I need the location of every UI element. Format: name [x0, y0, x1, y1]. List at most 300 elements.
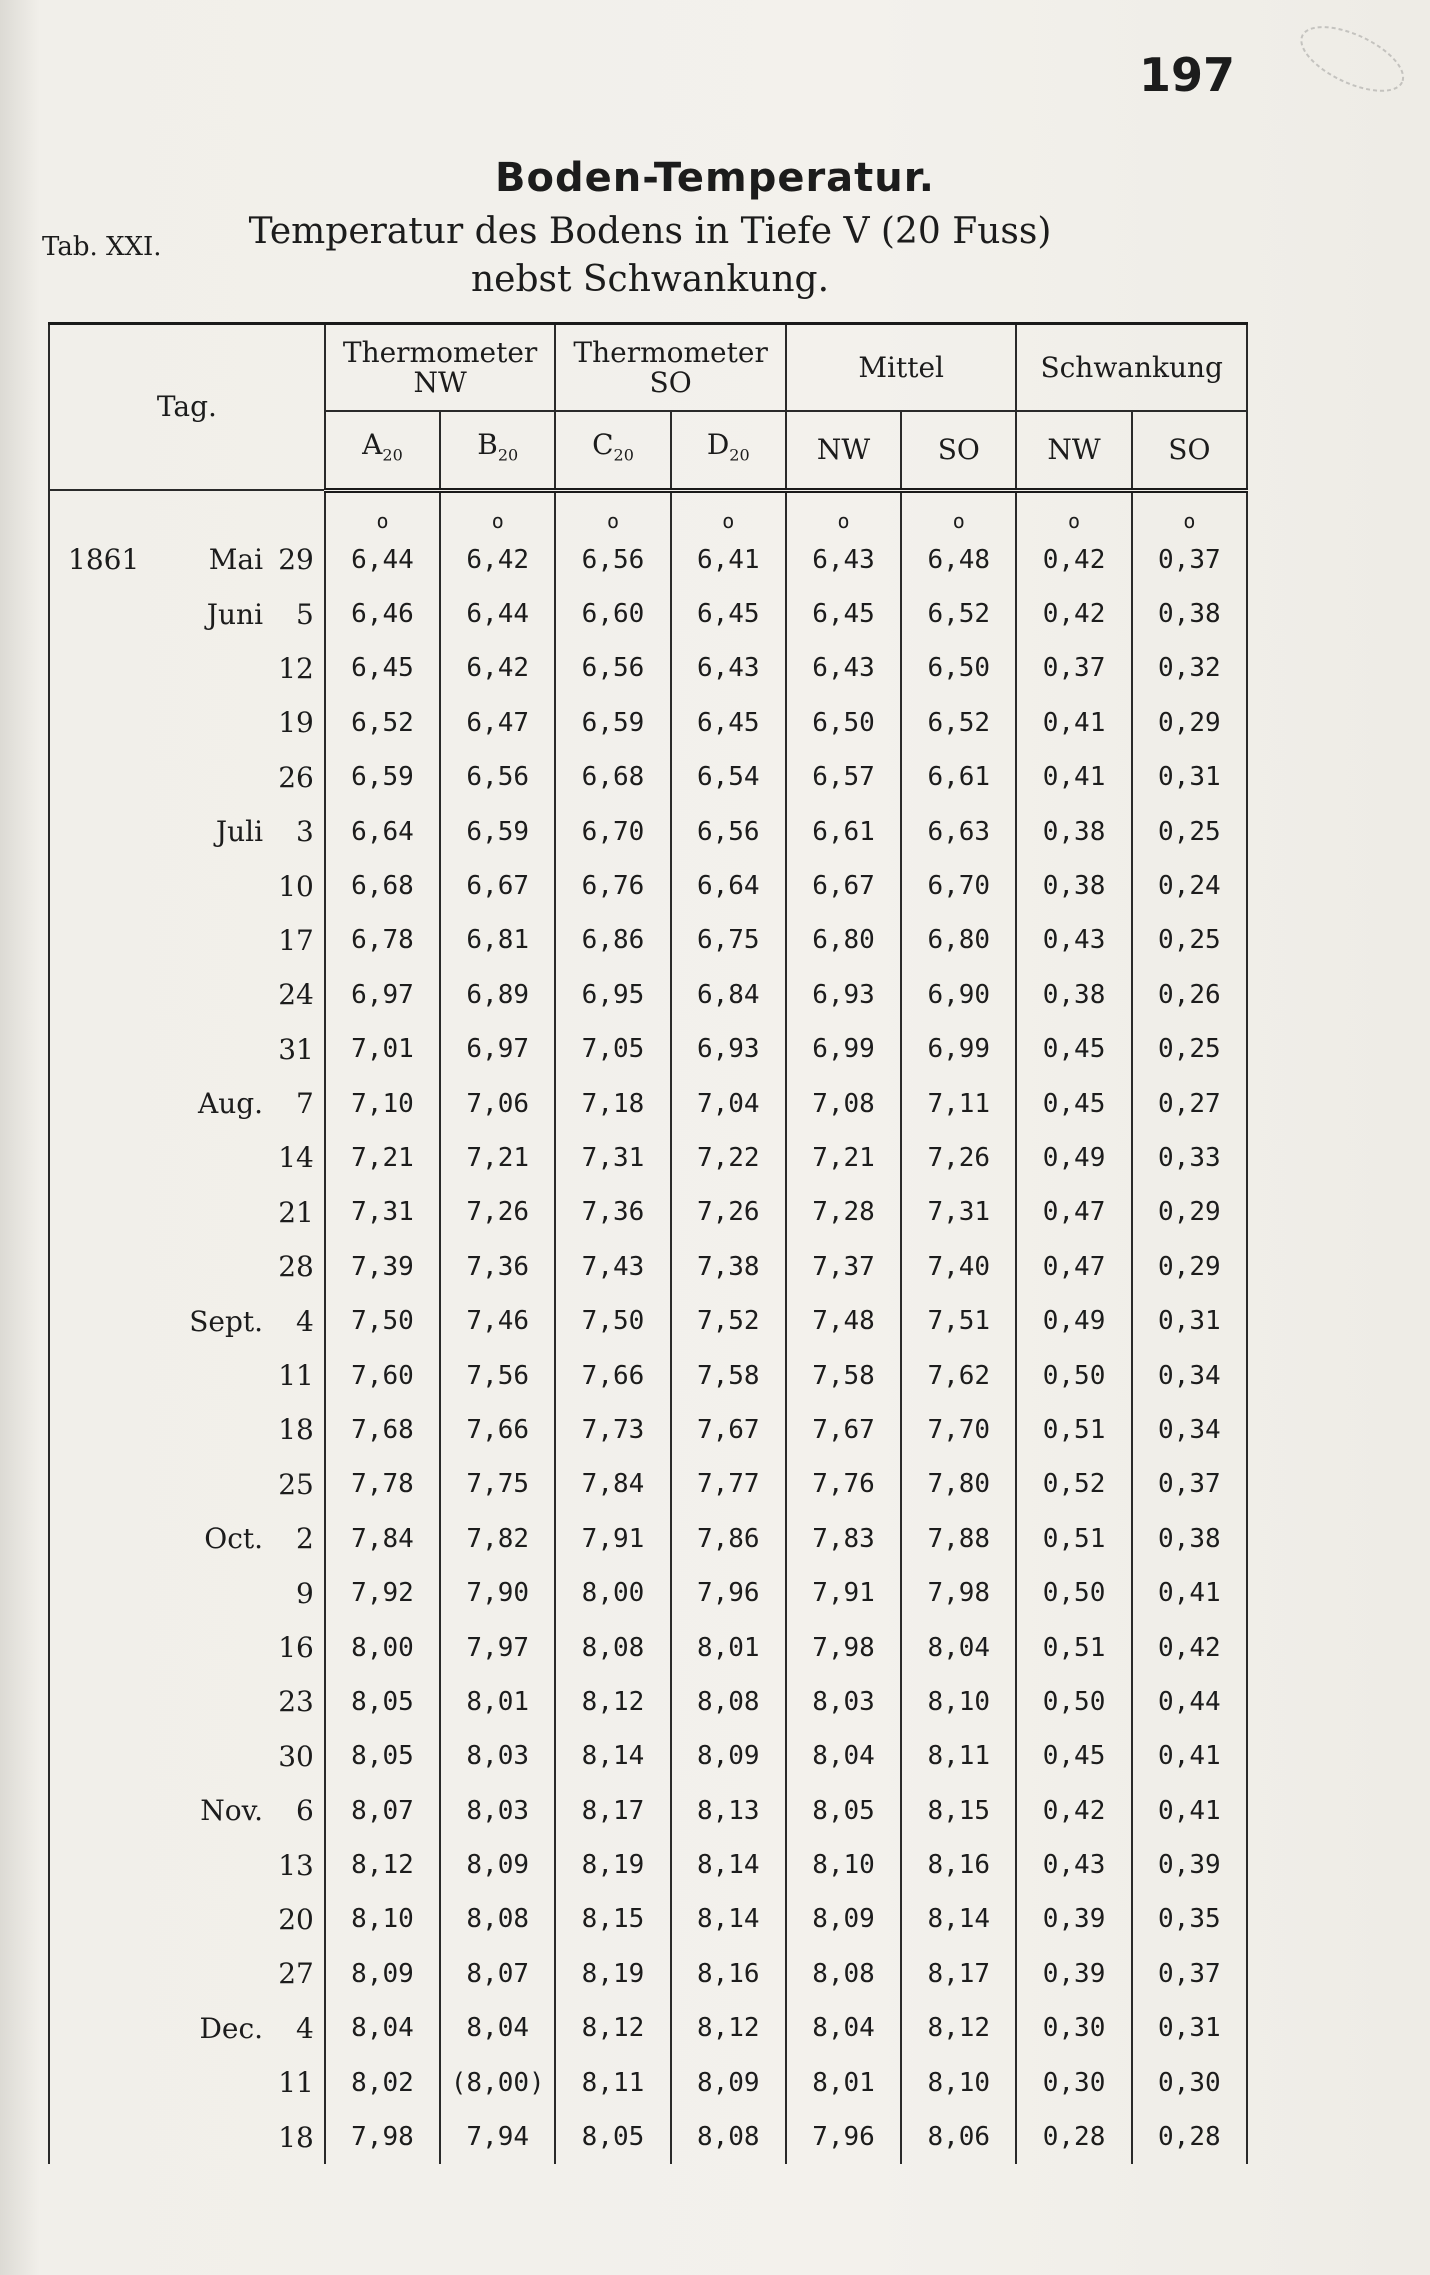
- cell-day: 10: [263, 859, 325, 913]
- cell-month: Juli: [215, 815, 264, 849]
- cell-b20: 6,97: [440, 1022, 555, 1076]
- cell-c20: 8,15: [555, 1892, 670, 1946]
- cell-a20: 6,64: [325, 804, 440, 858]
- cell-schwankung-nw: 0,41: [1016, 750, 1131, 804]
- cell-a20: 7,98: [325, 2110, 440, 2164]
- cell-schwankung-so: 0,39: [1132, 1838, 1247, 1892]
- cell-c20: 7,73: [555, 1403, 670, 1457]
- cell-a20: 8,05: [325, 1729, 440, 1783]
- header-mittel: Mittel: [786, 324, 1017, 412]
- cell-d20: 8,08: [671, 2110, 786, 2164]
- cell-month: [150, 1892, 263, 1946]
- cell-day: 19: [263, 696, 325, 750]
- cell-year: [49, 1838, 150, 1892]
- cell-a20: 8,07: [325, 1783, 440, 1837]
- cell-mittel-so: 7,70: [901, 1403, 1016, 1457]
- cell-mittel-so: 8,12: [901, 2001, 1016, 2055]
- cell-mittel-nw: 7,58: [786, 1348, 901, 1402]
- cell-mittel-so: 6,90: [901, 968, 1016, 1022]
- cell-schwankung-nw: 0,28: [1016, 2110, 1131, 2164]
- cell-year: [49, 1022, 150, 1076]
- cell-d20: 6,41: [671, 533, 786, 587]
- header-c20: [555, 411, 670, 490]
- cell-d20: 8,14: [671, 1892, 786, 1946]
- cell-d20: 7,77: [671, 1457, 786, 1511]
- cell-schwankung-nw: 0,30: [1016, 2055, 1131, 2109]
- cell-b20: (8,00): [440, 2055, 555, 2109]
- cell-month: [150, 913, 263, 967]
- cell-b20: 7,46: [440, 1294, 555, 1348]
- cell-day: 23: [263, 1675, 325, 1729]
- cell-mittel-so: 6,52: [901, 696, 1016, 750]
- cell-mittel-nw: 6,57: [786, 750, 901, 804]
- cell-b20: 7,56: [440, 1348, 555, 1402]
- cell-b20: 8,08: [440, 1892, 555, 1946]
- cell-mittel-so: 8,06: [901, 2110, 1016, 2164]
- cell-mittel-so: 6,63: [901, 804, 1016, 858]
- cell-a20: 6,68: [325, 859, 440, 913]
- cell-schwankung-so: 0,33: [1132, 1131, 1247, 1185]
- cell-c20: 6,76: [555, 859, 670, 913]
- cell-schwankung-nw: 0,49: [1016, 1294, 1131, 1348]
- cell-mittel-nw: 8,03: [786, 1675, 901, 1729]
- cell-c20: 8,00: [555, 1566, 670, 1620]
- cell-day: 26: [263, 750, 325, 804]
- cell-month: [150, 696, 263, 750]
- cell-mittel-so: 6,50: [901, 641, 1016, 695]
- cell-mittel-nw: 6,45: [786, 587, 901, 641]
- cell-day: 18: [263, 1403, 325, 1457]
- cell-schwankung-nw: 0,39: [1016, 1892, 1131, 1946]
- cell-a20: 7,92: [325, 1566, 440, 1620]
- cell-mittel-nw: 7,83: [786, 1512, 901, 1566]
- cell-c20: 7,66: [555, 1348, 670, 1402]
- cell-schwankung-so: 0,44: [1132, 1675, 1247, 1729]
- cell-month: [150, 1947, 263, 2001]
- cell-a20: 8,09: [325, 1947, 440, 2001]
- cell-c20: 7,05: [555, 1022, 670, 1076]
- cell-b20: 7,21: [440, 1131, 555, 1185]
- cell-mittel-nw: 8,04: [786, 2001, 901, 2055]
- cell-mittel-so: 6,52: [901, 587, 1016, 641]
- cell-a20: 7,60: [325, 1348, 440, 1402]
- table-row: [49, 750, 1247, 804]
- cell-day: 18: [263, 2110, 325, 2164]
- cell-month: Aug.: [197, 1087, 264, 1121]
- cell-year: [49, 2055, 150, 2109]
- degree-row: [49, 490, 1247, 533]
- page-title: Boden-Temperatur.: [494, 155, 935, 201]
- cell-mittel-so: 6,80: [901, 913, 1016, 967]
- cell-schwankung-so: 0,34: [1132, 1348, 1247, 1402]
- table-row: [49, 913, 1247, 967]
- cell-schwankung-so: 0,31: [1132, 1294, 1247, 1348]
- cell-day: 11: [263, 1348, 325, 1402]
- cell-b20: 7,75: [440, 1457, 555, 1511]
- cell-year: 1861: [49, 533, 150, 587]
- cell-mittel-nw: 8,05: [786, 1783, 901, 1837]
- cell-month: Oct.: [204, 1522, 264, 1556]
- cell-schwankung-nw: 0,49: [1016, 1131, 1131, 1185]
- header-a-label: A: [362, 427, 383, 461]
- cell-d20: 6,56: [671, 804, 786, 858]
- cell-year: [49, 1620, 150, 1674]
- caption-line-2: nebst Schwankung.: [470, 259, 830, 300]
- cell-day: 17: [263, 913, 325, 967]
- cell-d20: 7,52: [671, 1294, 786, 1348]
- cell-c20: 7,84: [555, 1457, 670, 1511]
- cell-year: [49, 2001, 150, 2055]
- table-row: [49, 696, 1247, 750]
- cell-c20: 6,59: [555, 696, 670, 750]
- cell-schwankung-nw: 0,43: [1016, 913, 1131, 967]
- cell-month: [150, 2110, 263, 2164]
- table-body: [49, 490, 1247, 2164]
- cell-b20: 8,01: [440, 1675, 555, 1729]
- cell-schwankung-so: 0,35: [1132, 1892, 1247, 1946]
- cell-day: 21: [263, 1185, 325, 1239]
- cell-year: [49, 1076, 150, 1130]
- cell-b20: 6,42: [440, 533, 555, 587]
- cell-schwankung-so: 0,28: [1132, 2110, 1247, 2164]
- cell-c20: 8,14: [555, 1729, 670, 1783]
- cell-c20: 8,08: [555, 1620, 670, 1674]
- table-row: [49, 1348, 1247, 1402]
- cell-c20: 7,43: [555, 1240, 670, 1294]
- cell-a20: 6,45: [325, 641, 440, 695]
- cell-schwankung-so: 0,42: [1132, 1620, 1247, 1674]
- cell-day: 3: [263, 804, 325, 858]
- cell-a20: 8,02: [325, 2055, 440, 2109]
- cell-mittel-so: 7,88: [901, 1512, 1016, 1566]
- cell-day: 4: [263, 1294, 325, 1348]
- cell-mittel-nw: 6,67: [786, 859, 901, 913]
- cell-year: [49, 1783, 150, 1837]
- degree-mark: o: [440, 490, 555, 533]
- header-a-index: 20: [382, 445, 403, 465]
- cell-year: [49, 1892, 150, 1946]
- table-row: [49, 587, 1247, 641]
- cell-schwankung-so: 0,37: [1132, 1457, 1247, 1511]
- cell-c20: 6,68: [555, 750, 670, 804]
- cell-mittel-so: 7,98: [901, 1566, 1016, 1620]
- table-caption: [150, 208, 1150, 304]
- cell-month: [150, 1403, 263, 1457]
- cell-mittel-so: 8,17: [901, 1947, 1016, 2001]
- cell-month: [150, 1185, 263, 1239]
- cell-day: 29: [263, 533, 325, 587]
- cell-a20: 8,05: [325, 1675, 440, 1729]
- cell-schwankung-nw: 0,38: [1016, 804, 1131, 858]
- cell-c20: 7,50: [555, 1294, 670, 1348]
- cell-a20: 7,31: [325, 1185, 440, 1239]
- cell-year: [49, 1348, 150, 1402]
- cell-schwankung-nw: 0,50: [1016, 1675, 1131, 1729]
- cell-a20: 6,52: [325, 696, 440, 750]
- header-schwankung-so: SO: [1132, 411, 1247, 490]
- cell-month: Mai: [208, 543, 264, 577]
- cell-schwankung-nw: 0,47: [1016, 1240, 1131, 1294]
- cell-day: 28: [263, 1240, 325, 1294]
- cell-schwankung-nw: 0,43: [1016, 1838, 1131, 1892]
- table-row: [49, 1783, 1247, 1837]
- cell-schwankung-so: 0,26: [1132, 968, 1247, 1022]
- cell-d20: 6,84: [671, 968, 786, 1022]
- cell-day: 13: [263, 1838, 325, 1892]
- degree-spacer-month: [150, 490, 263, 533]
- cell-d20: 8,12: [671, 2001, 786, 2055]
- cell-year: [49, 641, 150, 695]
- cell-a20: 6,97: [325, 968, 440, 1022]
- cell-month: [150, 859, 263, 913]
- cell-d20: 7,22: [671, 1131, 786, 1185]
- cell-day: 9: [263, 1566, 325, 1620]
- cell-mittel-nw: 8,01: [786, 2055, 901, 2109]
- cell-mittel-so: 6,99: [901, 1022, 1016, 1076]
- cell-schwankung-nw: 0,52: [1016, 1457, 1131, 1511]
- cell-mittel-so: 7,62: [901, 1348, 1016, 1402]
- cell-year: [49, 1729, 150, 1783]
- page-number: 197: [1138, 48, 1235, 102]
- cell-d20: 8,14: [671, 1838, 786, 1892]
- cell-mittel-nw: 7,28: [786, 1185, 901, 1239]
- cell-a20: 7,21: [325, 1131, 440, 1185]
- cell-b20: 8,04: [440, 2001, 555, 2055]
- header-b-label: B: [477, 427, 498, 461]
- cell-day: 5: [263, 587, 325, 641]
- cell-month: Sept.: [189, 1304, 264, 1338]
- table-row: [49, 859, 1247, 913]
- cell-d20: 7,96: [671, 1566, 786, 1620]
- stamp-mark: [1285, 6, 1419, 111]
- header-d-index: 20: [729, 445, 750, 465]
- degree-mark: o: [1016, 490, 1131, 533]
- cell-c20: 6,86: [555, 913, 670, 967]
- cell-b20: 6,59: [440, 804, 555, 858]
- header-d20: [671, 411, 786, 490]
- cell-schwankung-so: 0,30: [1132, 2055, 1247, 2109]
- table-row: [49, 1947, 1247, 2001]
- cell-month: [150, 1729, 263, 1783]
- header-c-index: 20: [613, 445, 634, 465]
- cell-mittel-nw: 7,08: [786, 1076, 901, 1130]
- cell-year: [49, 587, 150, 641]
- cell-mittel-so: 7,51: [901, 1294, 1016, 1348]
- table-row: [49, 533, 1247, 587]
- cell-schwankung-so: 0,37: [1132, 1947, 1247, 2001]
- cell-mittel-so: 6,70: [901, 859, 1016, 913]
- cell-c20: 8,19: [555, 1947, 670, 2001]
- cell-day: 12: [263, 641, 325, 695]
- cell-schwankung-so: 0,24: [1132, 859, 1247, 913]
- cell-c20: 8,12: [555, 1675, 670, 1729]
- degree-spacer-day: [263, 490, 325, 533]
- cell-a20: 8,12: [325, 1838, 440, 1892]
- header-mittel-nw: NW: [786, 411, 901, 490]
- degree-mark: o: [786, 490, 901, 533]
- cell-mittel-so: 8,11: [901, 1729, 1016, 1783]
- cell-day: 16: [263, 1620, 325, 1674]
- cell-year: [49, 1947, 150, 2001]
- cell-c20: 6,56: [555, 641, 670, 695]
- cell-month: [150, 641, 263, 695]
- cell-schwankung-so: 0,38: [1132, 1512, 1247, 1566]
- cell-b20: 8,09: [440, 1838, 555, 1892]
- cell-month: Nov.: [200, 1794, 264, 1828]
- cell-mittel-nw: 8,08: [786, 1947, 901, 2001]
- cell-a20: 6,46: [325, 587, 440, 641]
- cell-schwankung-so: 0,31: [1132, 750, 1247, 804]
- cell-b20: 6,81: [440, 913, 555, 967]
- table-row: [49, 1512, 1247, 1566]
- cell-year: [49, 968, 150, 1022]
- cell-b20: 8,07: [440, 1947, 555, 2001]
- degree-mark: o: [1132, 490, 1247, 533]
- cell-mittel-nw: 7,91: [786, 1566, 901, 1620]
- cell-schwankung-so: 0,29: [1132, 696, 1247, 750]
- cell-c20: 6,70: [555, 804, 670, 858]
- cell-year: [49, 1294, 150, 1348]
- cell-year: [49, 1131, 150, 1185]
- cell-mittel-nw: 7,96: [786, 2110, 901, 2164]
- cell-month: [150, 1131, 263, 1185]
- cell-schwankung-so: 0,41: [1132, 1566, 1247, 1620]
- cell-mittel-so: 8,15: [901, 1783, 1016, 1837]
- cell-d20: 7,67: [671, 1403, 786, 1457]
- cell-year: [49, 859, 150, 913]
- cell-day: 4: [263, 2001, 325, 2055]
- cell-c20: 7,36: [555, 1185, 670, 1239]
- cell-d20: 7,04: [671, 1076, 786, 1130]
- cell-mittel-nw: 6,43: [786, 641, 901, 695]
- cell-schwankung-nw: 0,45: [1016, 1022, 1131, 1076]
- cell-schwankung-nw: 0,45: [1016, 1076, 1131, 1130]
- caption-line-1: Temperatur des Bodens in Tiefe V (20 Fuss): [248, 211, 1052, 252]
- cell-d20: 8,16: [671, 1947, 786, 2001]
- cell-schwankung-so: 0,37: [1132, 533, 1247, 587]
- cell-c20: 8,11: [555, 2055, 670, 2109]
- cell-day: 30: [263, 1729, 325, 1783]
- cell-mittel-nw: 8,10: [786, 1838, 901, 1892]
- cell-month: [150, 968, 263, 1022]
- cell-mittel-nw: 6,50: [786, 696, 901, 750]
- cell-a20: 7,01: [325, 1022, 440, 1076]
- cell-mittel-so: 7,31: [901, 1185, 1016, 1239]
- cell-year: [49, 804, 150, 858]
- cell-mittel-so: 7,26: [901, 1131, 1016, 1185]
- cell-c20: 7,91: [555, 1512, 670, 1566]
- cell-schwankung-nw: 0,51: [1016, 1620, 1131, 1674]
- cell-day: 11: [263, 2055, 325, 2109]
- cell-b20: 6,42: [440, 641, 555, 695]
- cell-b20: 6,56: [440, 750, 555, 804]
- cell-schwankung-nw: 0,51: [1016, 1512, 1131, 1566]
- header-schwankung: Schwankung: [1016, 324, 1247, 412]
- cell-mittel-nw: 8,04: [786, 1729, 901, 1783]
- table-row: [49, 2055, 1247, 2109]
- cell-mittel-so: 6,61: [901, 750, 1016, 804]
- cell-year: [49, 913, 150, 967]
- cell-d20: 6,43: [671, 641, 786, 695]
- cell-mittel-nw: 6,61: [786, 804, 901, 858]
- degree-spacer-year: [49, 490, 150, 533]
- cell-d20: 6,75: [671, 913, 786, 967]
- cell-schwankung-nw: 0,39: [1016, 1947, 1131, 2001]
- cell-month: [150, 1457, 263, 1511]
- cell-mittel-so: 7,80: [901, 1457, 1016, 1511]
- table-row: [49, 1838, 1247, 1892]
- cell-mittel-nw: 7,76: [786, 1457, 901, 1511]
- cell-b20: 6,67: [440, 859, 555, 913]
- cell-month: [150, 1240, 263, 1294]
- cell-c20: 7,18: [555, 1076, 670, 1130]
- cell-day: 6: [263, 1783, 325, 1837]
- table-row: [49, 1131, 1247, 1185]
- cell-d20: 6,45: [671, 587, 786, 641]
- cell-mittel-nw: 7,48: [786, 1294, 901, 1348]
- cell-month: Juni: [206, 597, 264, 631]
- cell-b20: 8,03: [440, 1729, 555, 1783]
- cell-mittel-so: 8,10: [901, 2055, 1016, 2109]
- table-row: [49, 2110, 1247, 2164]
- cell-schwankung-nw: 0,42: [1016, 587, 1131, 641]
- cell-b20: 7,06: [440, 1076, 555, 1130]
- cell-year: [49, 1512, 150, 1566]
- cell-schwankung-so: 0,25: [1132, 1022, 1247, 1076]
- cell-d20: 7,86: [671, 1512, 786, 1566]
- cell-schwankung-nw: 0,30: [1016, 2001, 1131, 2055]
- cell-a20: 7,10: [325, 1076, 440, 1130]
- cell-b20: 7,66: [440, 1403, 555, 1457]
- cell-d20: 8,09: [671, 2055, 786, 2109]
- header-a20: [325, 411, 440, 490]
- cell-schwankung-nw: 0,47: [1016, 1185, 1131, 1239]
- cell-schwankung-nw: 0,50: [1016, 1348, 1131, 1402]
- cell-a20: 7,39: [325, 1240, 440, 1294]
- cell-day: 2: [263, 1512, 325, 1566]
- cell-schwankung-nw: 0,50: [1016, 1566, 1131, 1620]
- cell-b20: 7,97: [440, 1620, 555, 1674]
- cell-a20: 7,68: [325, 1403, 440, 1457]
- table-row: [49, 804, 1247, 858]
- cell-month: Dec.: [199, 2011, 264, 2045]
- cell-a20: 7,78: [325, 1457, 440, 1511]
- table-row: [49, 1729, 1247, 1783]
- cell-d20: 6,54: [671, 750, 786, 804]
- degree-mark: o: [325, 490, 440, 533]
- cell-a20: 8,10: [325, 1892, 440, 1946]
- cell-d20: 6,64: [671, 859, 786, 913]
- table-row: [49, 2001, 1247, 2055]
- cell-d20: 7,58: [671, 1348, 786, 1402]
- table-row: [49, 1675, 1247, 1729]
- cell-c20: 8,19: [555, 1838, 670, 1892]
- cell-year: [49, 2110, 150, 2164]
- table-row: [49, 968, 1247, 1022]
- cell-b20: 7,26: [440, 1185, 555, 1239]
- cell-d20: 8,09: [671, 1729, 786, 1783]
- table-row: [49, 1240, 1247, 1294]
- degree-mark: o: [555, 490, 670, 533]
- cell-mittel-nw: 7,21: [786, 1131, 901, 1185]
- cell-b20: 7,94: [440, 2110, 555, 2164]
- cell-mittel-nw: 6,80: [786, 913, 901, 967]
- table-row: [49, 1892, 1247, 1946]
- cell-year: [49, 1566, 150, 1620]
- cell-schwankung-so: 0,31: [1132, 2001, 1247, 2055]
- cell-c20: 8,12: [555, 2001, 670, 2055]
- header-tag: Tag.: [49, 324, 325, 491]
